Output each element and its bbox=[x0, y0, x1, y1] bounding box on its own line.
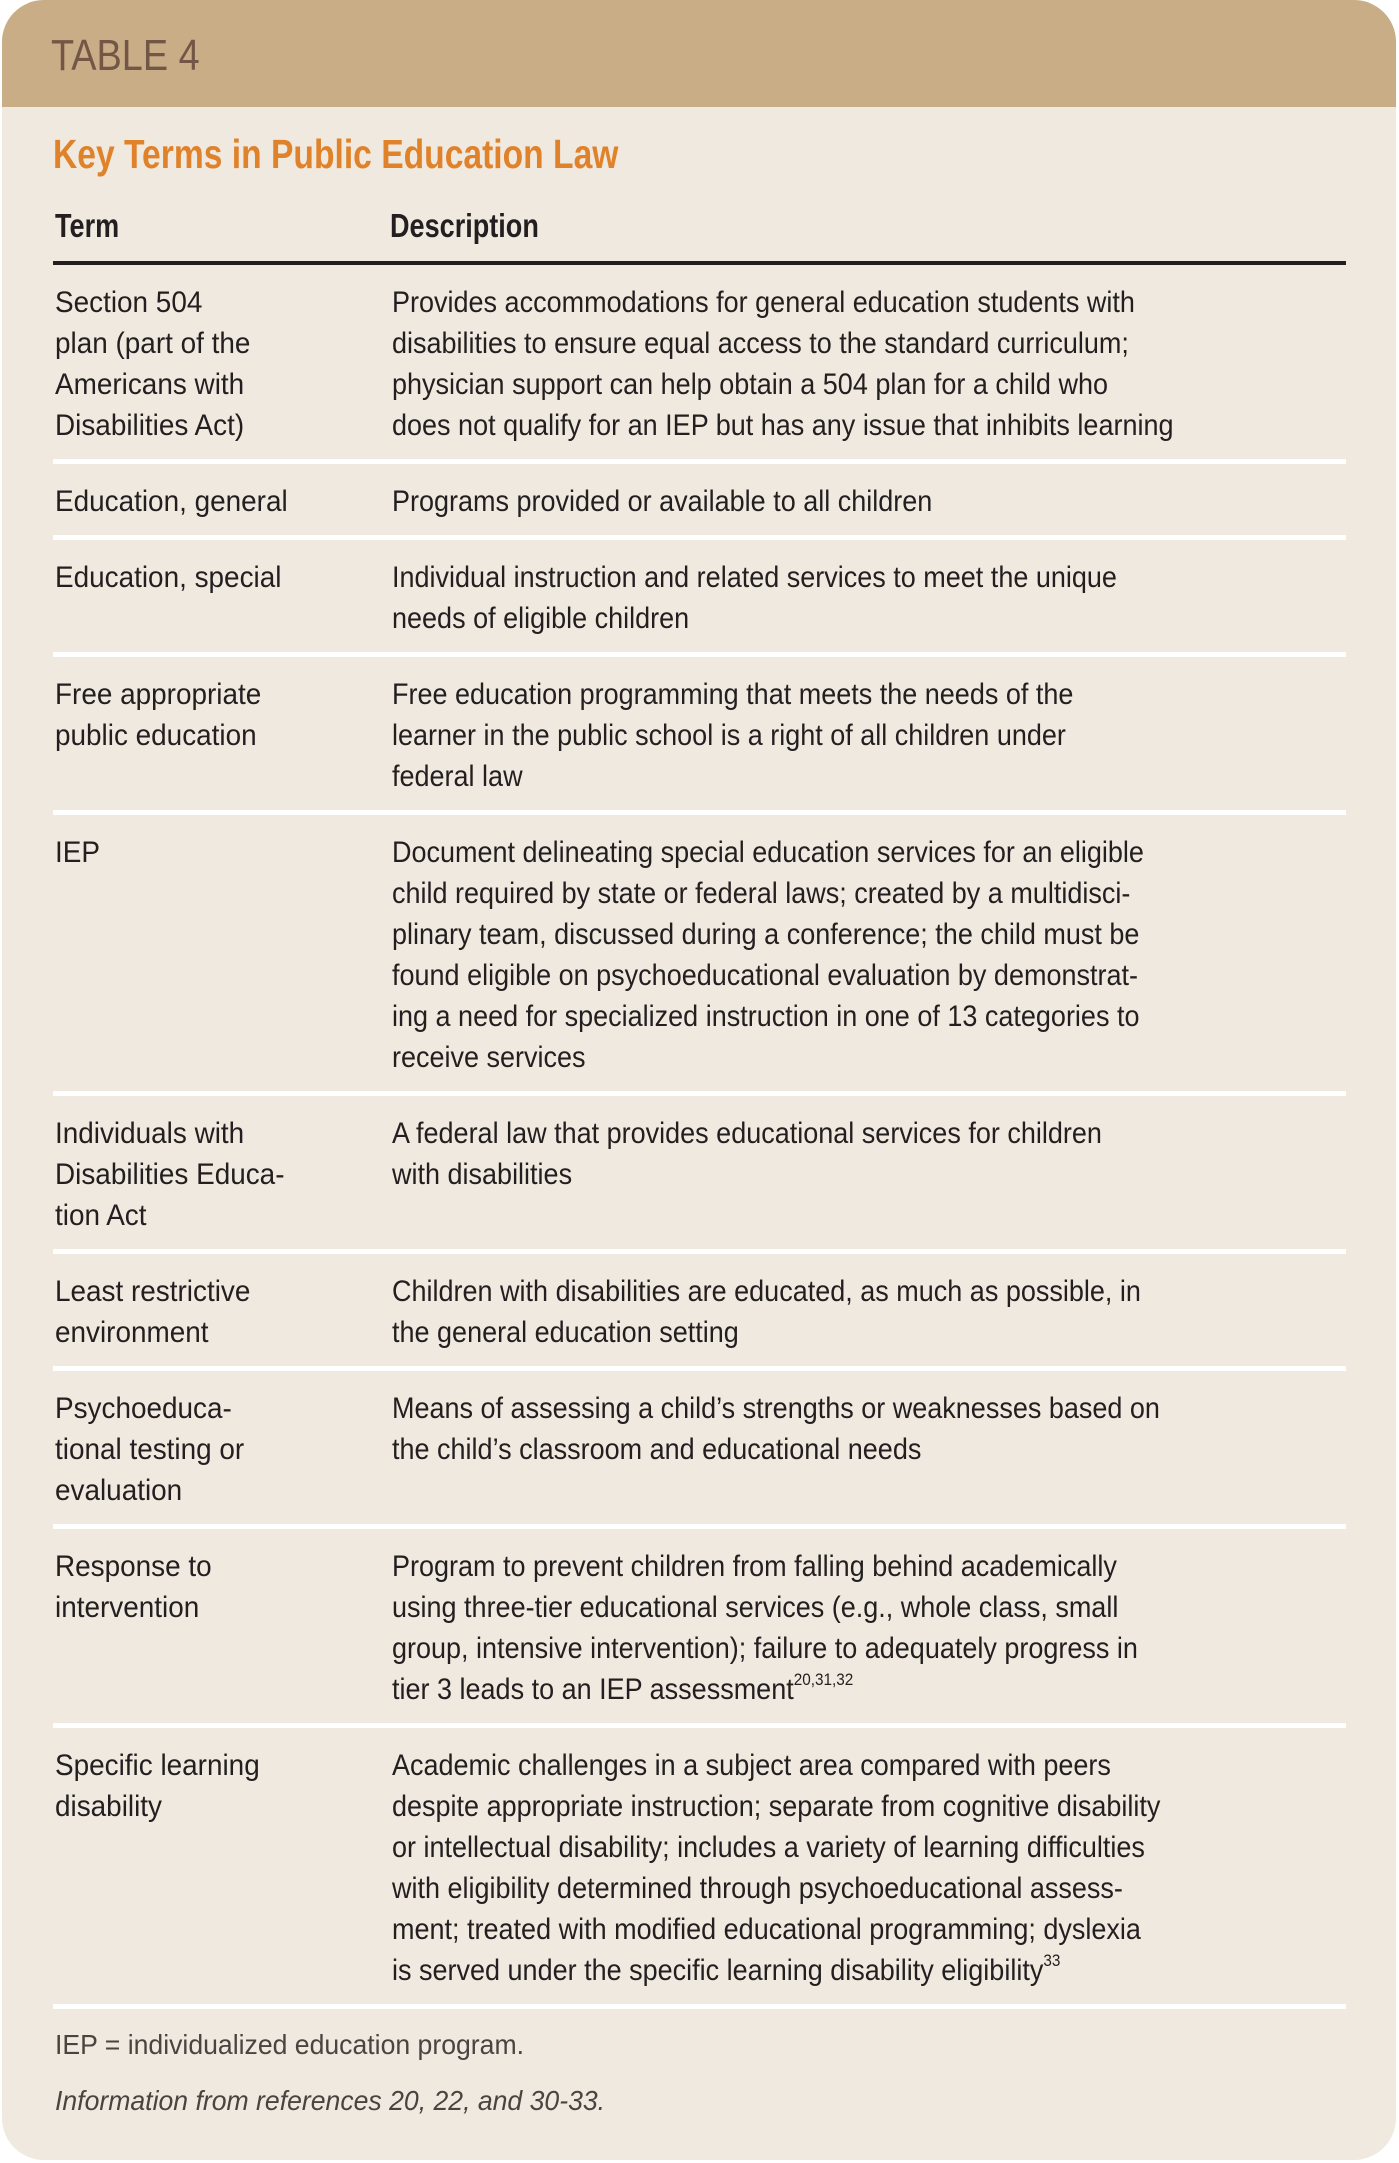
description-text: child required by state or federal laws; created by a multidisci- bbox=[392, 877, 1131, 910]
description-line bbox=[392, 364, 1251, 405]
term-line: Disabilities Educa- bbox=[55, 1158, 285, 1191]
table-row bbox=[53, 540, 1346, 657]
description-text: found eligible on psychoeducational evaluation by demonstrat- bbox=[392, 959, 1139, 992]
description-text: with eligibility determined through psychoeducational assess- bbox=[392, 1872, 1123, 1905]
description-cell bbox=[392, 481, 1346, 522]
table-row bbox=[53, 1371, 1346, 1529]
term-cell bbox=[53, 557, 392, 639]
description-cell bbox=[392, 1271, 1346, 1353]
description-text: Programs provided or available to all children bbox=[392, 485, 933, 518]
term-line: intervention bbox=[55, 1591, 200, 1624]
term-line: Psychoeduca- bbox=[55, 1392, 232, 1425]
table-row bbox=[53, 464, 1346, 540]
term-line: Section 504 bbox=[55, 286, 203, 319]
description-text: ing a need for specialized instruction in one of 13 categories to bbox=[392, 1000, 1140, 1033]
table-number-label: TABLE 4 bbox=[51, 31, 200, 80]
description-text: plinary team, discussed during a conference; the child must be bbox=[392, 918, 1140, 951]
description-text: receive services bbox=[392, 1041, 586, 1074]
description-text: disabilities to ensure equal access to the standard curriculum; bbox=[392, 327, 1129, 360]
description-line bbox=[392, 557, 1251, 598]
description-line bbox=[392, 1669, 1251, 1710]
description-line bbox=[392, 323, 1251, 364]
term-cell bbox=[53, 1271, 392, 1353]
description-line bbox=[392, 1868, 1251, 1909]
term-line: environment bbox=[55, 1316, 209, 1349]
term-line: Individuals with bbox=[55, 1117, 245, 1150]
description-line bbox=[392, 955, 1251, 996]
description-text: group, intensive intervention); failure to adequately progress in bbox=[392, 1632, 1138, 1665]
table-row bbox=[53, 1254, 1346, 1371]
description-cell bbox=[392, 1113, 1346, 1236]
key-terms-table bbox=[53, 197, 1346, 2009]
description-text: federal law bbox=[392, 760, 523, 793]
term-cell bbox=[53, 1388, 392, 1511]
description-text: using three-tier educational services (e.g., whole class, small bbox=[392, 1591, 1119, 1624]
table-title: Key Terms in Public Education Law bbox=[53, 131, 619, 177]
description-line bbox=[392, 756, 1251, 797]
table-header-band bbox=[2, 0, 1396, 107]
description-text: Free education programming that meets the needs of the bbox=[392, 678, 1074, 711]
table-row bbox=[53, 1529, 1346, 1728]
description-line bbox=[392, 1546, 1251, 1587]
description-line bbox=[392, 1786, 1251, 1827]
description-text: the general education setting bbox=[392, 1316, 739, 1349]
description-line bbox=[392, 1312, 1251, 1353]
term-line: IEP bbox=[55, 836, 100, 869]
description-text: or intellectual disability; includes a variety of learning difficulties bbox=[392, 1831, 1145, 1864]
column-header-term: Term bbox=[55, 207, 120, 244]
term-cell bbox=[53, 674, 392, 797]
description-line bbox=[392, 1745, 1251, 1786]
description-cell bbox=[392, 282, 1346, 446]
description-line bbox=[392, 873, 1251, 914]
term-line: Response to bbox=[55, 1550, 212, 1583]
description-cell bbox=[392, 1745, 1346, 1991]
term-line: public education bbox=[55, 719, 257, 752]
description-line bbox=[392, 1388, 1251, 1429]
description-line bbox=[392, 1587, 1251, 1628]
description-text: Program to prevent children from falling behind academically bbox=[392, 1550, 1117, 1583]
source-note: Information from references 20, 22, and 30-33. bbox=[55, 2085, 606, 2116]
table-body bbox=[53, 265, 1346, 2009]
reference-superscript: 33 bbox=[1043, 1951, 1061, 1970]
description-text: physician support can help obtain a 504 plan for a child who bbox=[392, 368, 1108, 401]
term-line: disability bbox=[55, 1790, 163, 1823]
description-text: does not qualify for an IEP but has any issue that inhibits learning bbox=[392, 409, 1174, 442]
description-cell bbox=[392, 832, 1346, 1078]
description-line bbox=[392, 1037, 1251, 1078]
table-row bbox=[53, 265, 1346, 464]
description-cell bbox=[392, 1388, 1346, 1511]
description-text: Provides accommodations for general education students with bbox=[392, 286, 1135, 319]
description-text: A federal law that provides educational services for children bbox=[392, 1117, 1102, 1150]
description-text: the child’s classroom and educational needs bbox=[392, 1433, 922, 1466]
description-line bbox=[392, 914, 1251, 955]
description-text: learner in the public school is a right of all children under bbox=[392, 719, 1066, 752]
description-text: ment; treated with modified educational programming; dyslexia bbox=[392, 1913, 1141, 1946]
description-text: Means of assessing a child’s strengths or weaknesses based on bbox=[392, 1392, 1160, 1425]
description-line bbox=[392, 1271, 1251, 1312]
term-line: tion Act bbox=[55, 1199, 147, 1232]
description-line bbox=[392, 674, 1251, 715]
table-row bbox=[53, 1096, 1346, 1254]
description-line bbox=[392, 1950, 1251, 1991]
term-line: Disabilities Act) bbox=[55, 409, 245, 442]
term-cell bbox=[53, 1113, 392, 1236]
table-row bbox=[53, 815, 1346, 1096]
description-text: tier 3 leads to an IEP assessment bbox=[392, 1673, 794, 1706]
description-line bbox=[392, 481, 1251, 522]
description-line bbox=[392, 1628, 1251, 1669]
description-line bbox=[392, 405, 1251, 446]
description-line bbox=[392, 598, 1251, 639]
term-cell bbox=[53, 1745, 392, 1991]
term-line: Education, special bbox=[55, 561, 282, 594]
description-line bbox=[392, 1154, 1251, 1195]
description-text: with disabilities bbox=[392, 1158, 573, 1191]
reference-superscript: 20,31,32 bbox=[793, 1670, 854, 1689]
description-line bbox=[392, 715, 1251, 756]
description-text: despite appropriate instruction; separate from cognitive disability bbox=[392, 1790, 1161, 1823]
term-line: Least restrictive bbox=[55, 1275, 251, 1308]
description-text: Children with disabilities are educated, as much as possible, in bbox=[392, 1275, 1141, 1308]
abbreviation-footnote: IEP = individualized education program. bbox=[55, 2029, 525, 2060]
table-row bbox=[53, 657, 1346, 815]
term-cell bbox=[53, 1546, 392, 1710]
term-line: plan (part of the bbox=[55, 327, 251, 360]
description-line bbox=[392, 1113, 1251, 1154]
term-line: evaluation bbox=[55, 1474, 183, 1507]
description-cell bbox=[392, 674, 1346, 797]
description-line bbox=[392, 996, 1251, 1037]
term-line: tional testing or bbox=[55, 1433, 245, 1466]
table-card bbox=[2, 0, 1396, 2160]
description-cell bbox=[392, 557, 1346, 639]
description-line bbox=[392, 1429, 1251, 1470]
term-line: Americans with bbox=[55, 368, 245, 401]
description-line bbox=[392, 1909, 1251, 1950]
description-text: Academic challenges in a subject area compared with peers bbox=[392, 1749, 1111, 1782]
description-line bbox=[392, 1827, 1251, 1868]
table-column-headers bbox=[53, 197, 1346, 265]
description-cell bbox=[392, 1546, 1346, 1710]
table-row bbox=[53, 1728, 1346, 2009]
description-text: Document delineating special education services for an eligible bbox=[392, 836, 1144, 869]
description-line bbox=[392, 282, 1251, 323]
description-text: needs of eligible children bbox=[392, 602, 690, 635]
term-line: Education, general bbox=[55, 485, 288, 518]
description-text: is served under the specific learning disability eligibility bbox=[392, 1954, 1044, 1987]
term-line: Specific learning bbox=[55, 1749, 260, 1782]
term-line: Free appropriate bbox=[55, 678, 262, 711]
term-cell bbox=[53, 832, 392, 1078]
column-header-description: Description bbox=[390, 207, 539, 244]
description-text: Individual instruction and related services to meet the unique bbox=[392, 561, 1117, 594]
description-line bbox=[392, 832, 1251, 873]
term-cell bbox=[53, 481, 392, 522]
term-cell bbox=[53, 282, 392, 446]
